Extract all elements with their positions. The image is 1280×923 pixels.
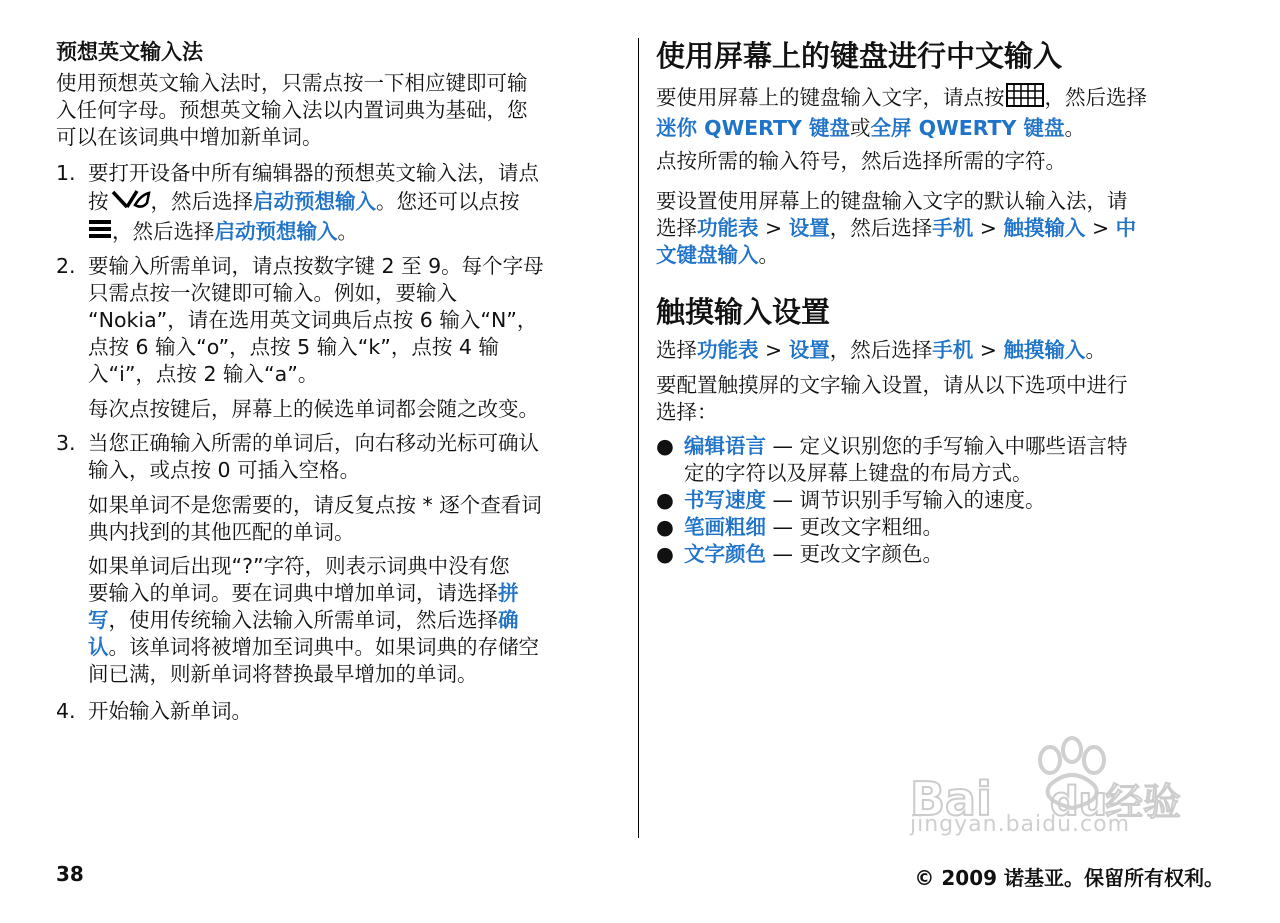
note-line bbox=[88, 607, 539, 634]
text: ，然后选择 bbox=[112, 219, 215, 244]
stroke-width-link[interactable]: 笔画粗细 bbox=[684, 515, 766, 539]
writing-speed-link[interactable]: 书写速度 bbox=[684, 488, 766, 512]
svg-text:经验: 经验 bbox=[1105, 780, 1182, 824]
touch-input-link[interactable]: 触摸输入 bbox=[1003, 216, 1086, 240]
step-number: 3. bbox=[56, 431, 76, 455]
text: — 调节识别手写输入的速度。 bbox=[766, 488, 1046, 512]
text: 要使用屏幕上的键盘输入文字，请点按 bbox=[656, 85, 1005, 110]
text: 。 bbox=[758, 243, 779, 267]
touch-settings-path bbox=[656, 337, 1106, 364]
touch-input-link[interactable]: 触摸输入 bbox=[1003, 338, 1086, 362]
step-2 bbox=[88, 253, 544, 388]
edit-language-link[interactable]: 编辑语言 bbox=[684, 434, 766, 458]
note-line: 典内找到的其他匹配的单词。 bbox=[88, 520, 355, 544]
page-number: 38 bbox=[56, 862, 84, 886]
enable-predictive-link-2[interactable]: 启动预想输入 bbox=[214, 219, 338, 244]
separator: > bbox=[758, 338, 789, 362]
step-number: 4. bbox=[56, 699, 76, 723]
para-line bbox=[656, 82, 1147, 115]
note-line bbox=[88, 634, 539, 661]
list-item bbox=[656, 487, 1228, 514]
para-line bbox=[656, 215, 1136, 242]
menu-link[interactable]: 功能表 bbox=[697, 338, 759, 362]
text: ，然后选择 bbox=[1044, 85, 1147, 110]
para-line bbox=[656, 337, 1106, 364]
spell-link[interactable]: 写 bbox=[88, 608, 109, 632]
list-item bbox=[656, 433, 1228, 487]
intro-paragraph bbox=[56, 70, 528, 151]
text: ，使用传统输入法输入所需单词，然后选择 bbox=[108, 608, 498, 632]
step-line bbox=[88, 218, 539, 247]
enable-predictive-link[interactable]: 启动预想输入 bbox=[253, 189, 376, 214]
section-heading-onscreen-keyboard: 使用屏幕上的键盘进行中文输入 bbox=[656, 39, 1063, 73]
step-line bbox=[88, 187, 539, 218]
step-line: “Nokia”，请在选用英文词典后点按 6 输入“N”， bbox=[88, 308, 538, 332]
section-heading-predictive: 预想英文输入法 bbox=[56, 40, 203, 64]
list-item bbox=[656, 514, 1228, 541]
tools-pen-icon bbox=[109, 187, 151, 218]
text: — 更改文字粗细。 bbox=[766, 515, 944, 539]
menu-link[interactable]: 功能表 bbox=[697, 216, 759, 240]
text: ，然后选择 bbox=[829, 338, 933, 362]
step-line: 只需点按一次键即可输入。例如，要输入 bbox=[88, 281, 457, 305]
step-3 bbox=[88, 430, 539, 484]
para-line: 要设置使用屏幕上的键盘输入文字的默认输入法，请 bbox=[656, 189, 1128, 213]
text: 。您还可以点按 bbox=[376, 189, 520, 214]
watermark-url: jingyan.baidu.com bbox=[910, 812, 1131, 837]
text: — 更改文字颜色。 bbox=[766, 542, 944, 566]
step-line: 要输入所需单词，请点按数字键 2 至 9。每个字母 bbox=[88, 254, 544, 278]
step-line: 当您正确输入所需的单词后，向右移动光标可确认 bbox=[88, 431, 539, 455]
text: 。该单词将被增加至词典中。如果词典的存储空 bbox=[108, 635, 539, 659]
confirm-link[interactable]: 认 bbox=[88, 635, 109, 659]
text: 按 bbox=[88, 189, 109, 214]
text: — 定义识别您的手写输入中哪些语言特 bbox=[766, 434, 1128, 458]
settings-link[interactable]: 设置 bbox=[788, 216, 830, 240]
text: 。 bbox=[337, 219, 358, 244]
text: 定的字符以及屏幕上键盘的布局方式。 bbox=[684, 461, 1033, 485]
para-line: 点按所需的输入符号，然后选择所需的字符。 bbox=[656, 149, 1066, 173]
note-line: 每次点按键后，屏幕上的候选单词都会随之改变。 bbox=[88, 397, 539, 421]
step-4 bbox=[88, 698, 252, 725]
bullet-icon: ● bbox=[656, 515, 674, 539]
note-line: 如果单词后出现“?”字符，则表示词典中没有您 bbox=[88, 554, 510, 578]
separator: > bbox=[758, 216, 789, 240]
text: ，然后选择 bbox=[150, 189, 253, 214]
keyboard-icon bbox=[1005, 82, 1045, 115]
para-line: 选择： bbox=[656, 400, 718, 424]
intro-line: 入任何字母。预想英文输入法以内置词典为基础，您 bbox=[56, 98, 528, 122]
select-symbol-paragraph bbox=[656, 148, 1066, 175]
chinese-keyboard-link[interactable]: 中 bbox=[1115, 216, 1137, 240]
bullet-icon: ● bbox=[656, 434, 674, 458]
spell-link[interactable]: 拼 bbox=[498, 581, 519, 605]
intro-line: 可以在该词典中增加新单词。 bbox=[56, 125, 323, 149]
step-3-note-2 bbox=[88, 553, 539, 688]
step-line: 要打开设备中所有编辑器的预想英文输入法，请点 bbox=[88, 161, 539, 185]
default-input-paragraph bbox=[656, 188, 1136, 269]
text: 选择 bbox=[656, 338, 697, 362]
para-line bbox=[656, 115, 1147, 142]
intro-line: 使用预想英文输入法时，只需点按一下相应键即可输 bbox=[56, 71, 528, 95]
full-qwerty-link[interactable]: 全屏 QWERTY 键盘 bbox=[870, 116, 1065, 140]
text: 要输入的单词。要在词典中增加单词，请选择 bbox=[88, 581, 498, 605]
phone-link[interactable]: 手机 bbox=[932, 216, 974, 240]
menu-icon bbox=[88, 218, 112, 247]
configure-paragraph bbox=[656, 372, 1128, 426]
list-item bbox=[656, 541, 1228, 568]
text: 。 bbox=[1064, 116, 1086, 140]
step-line: 入“i”，点按 2 输入“a”。 bbox=[88, 362, 319, 386]
step-line: 点按 6 输入“o”，点按 5 输入“k”，点按 4 输 bbox=[88, 335, 499, 359]
step-number: 1. bbox=[56, 161, 76, 185]
note-line bbox=[88, 580, 539, 607]
text: 选择 bbox=[656, 216, 697, 240]
step-3-note-1 bbox=[88, 492, 542, 546]
note-line: 间已满，则新单词将替换最早增加的单词。 bbox=[88, 662, 478, 686]
step-line: 输入，或点按 0 可插入空格。 bbox=[88, 458, 361, 482]
bullet-icon: ● bbox=[656, 542, 674, 566]
separator: > bbox=[1085, 216, 1116, 240]
confirm-link[interactable]: 确 bbox=[498, 608, 519, 632]
para-line: 要配置触摸屏的文字输入设置，请从以下选项中进行 bbox=[656, 373, 1128, 397]
step-1 bbox=[88, 160, 539, 247]
text-color-link[interactable]: 文字颜色 bbox=[684, 542, 766, 566]
keyboard-paragraph bbox=[656, 82, 1147, 142]
options-list bbox=[656, 433, 1228, 568]
para-line bbox=[656, 242, 1136, 269]
copyright: © 2009 诺基亚。保留所有权利。 bbox=[914, 866, 1224, 890]
section-heading-touch-settings: 触摸输入设置 bbox=[656, 295, 831, 329]
step-2-note bbox=[88, 396, 539, 423]
text: 。 bbox=[1085, 338, 1106, 362]
phone-link[interactable]: 手机 bbox=[932, 338, 974, 362]
text: 或 bbox=[850, 116, 871, 140]
column-divider bbox=[638, 38, 639, 838]
settings-link[interactable]: 设置 bbox=[788, 338, 830, 362]
chinese-keyboard-link[interactable]: 文键盘输入 bbox=[656, 243, 759, 267]
step-number: 2. bbox=[56, 254, 76, 278]
step-line: 开始输入新单词。 bbox=[88, 699, 252, 723]
watermark-logo-text: Bai bbox=[910, 772, 992, 826]
mini-qwerty-link[interactable]: 迷你 QWERTY 键盘 bbox=[656, 116, 851, 140]
separator: > bbox=[973, 216, 1004, 240]
bullet-icon: ● bbox=[656, 488, 674, 512]
separator: > bbox=[973, 338, 1004, 362]
note-line: 如果单词不是您需要的，请反复点按 * 逐个查看词 bbox=[88, 493, 542, 517]
text: ，然后选择 bbox=[829, 216, 933, 240]
svg-text:du: du bbox=[1050, 779, 1108, 825]
